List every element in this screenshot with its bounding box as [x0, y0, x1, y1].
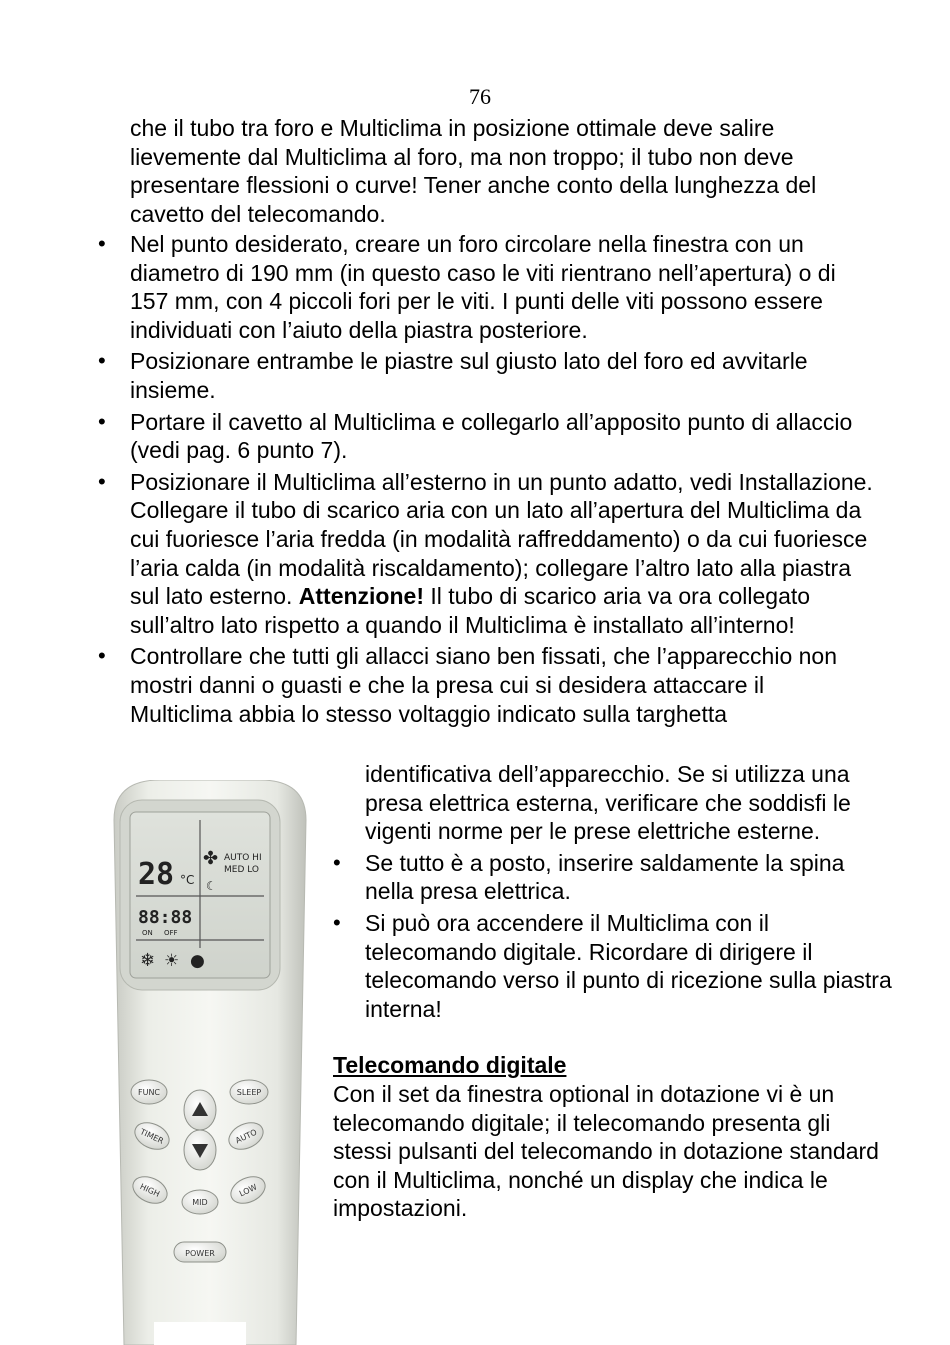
- list-item: • Posizionare entrambe le piastre sul giusto lato del foro ed avvitarle insieme.: [130, 347, 880, 404]
- lcd-off-label: OFF: [164, 929, 178, 937]
- moon-icon: ☾: [206, 879, 217, 893]
- list-item-text: Posizionare il Multiclima all’esterno in un punto adatto, vedi Installazione. Collegare il tubo di scarico aria con un lato all’apertura del Multiclima da cui fuoriesce l’aria fredda (in modalità raffreddamento) o da cui fuoriesce l’aria calda (in modalità riscaldamento); collegare l’altro lato alla piastra sul lato esterno.: [130, 468, 873, 610]
- instruction-list-2: [333, 849, 893, 1024]
- mid-button[interactable]: [182, 1190, 218, 1214]
- lcd-fan-auto-hi: AUTO HI: [224, 853, 262, 863]
- lcd-unit: °C: [180, 873, 195, 887]
- dry-mode-icon: ●: [190, 951, 205, 971]
- list-item: • Se tutto è a posto, inserire saldamente la spina nella presa elettrica.: [365, 849, 893, 906]
- right-column: [333, 760, 893, 1223]
- list-item-text: Controllare che tutti gli allacci siano ben fissati, che l’apparecchio non mostri danni o guasti e che la presa cui si desidera attaccare il: [130, 643, 838, 698]
- svg-text:AUTO: AUTO: [234, 1127, 259, 1146]
- lcd-fan-med-lo: MED LO: [224, 865, 260, 875]
- list-item: • Nel punto desiderato, creare un foro circolare nella finestra con un diametro di 190 mm (in questo caso le viti rientrano nell’apertura) o di 157 mm, con 4 piccoli fori per le viti. I punti delle viti possono essere individuati con l’aiuto della piastra posteriore.: [130, 230, 880, 344]
- page-number: 76: [469, 84, 491, 109]
- warning-label: Attenzione!: [298, 583, 424, 610]
- list-item: [130, 468, 880, 640]
- svg-text:LOW: LOW: [237, 1182, 259, 1199]
- instruction-list: [130, 230, 880, 731]
- cool-mode-icon: ❄: [140, 950, 156, 971]
- temperature-up-button[interactable]: [184, 1090, 216, 1130]
- sleep-button[interactable]: [230, 1080, 268, 1104]
- intro-paragraph: che il tubo tra foro e Multiclima in posizione ottimale deve salire lievemente dal Multiclima al foro, ma non troppo; il tubo non deve presentare flessioni o curve! Tener anche conto della lunghezza del cavetto del telecomando.: [130, 115, 817, 227]
- list-item: [130, 642, 880, 728]
- svg-text:MID: MID: [192, 1198, 208, 1207]
- list-item-last-line: Multiclima abbia lo stesso voltaggio indicato sulla targhetta: [130, 700, 728, 727]
- warning-text: Il tubo di scarico aria va ora collegato sull’altro lato rispetto a quando il Multiclima è installato all’interno!: [130, 583, 811, 638]
- lcd-temperature: 28: [138, 857, 175, 892]
- power-button[interactable]: [174, 1242, 226, 1262]
- svg-text:POWER: POWER: [185, 1249, 215, 1258]
- lcd-on-label: ON: [142, 929, 153, 937]
- remote-control-image: [100, 780, 320, 1345]
- heat-mode-icon: ☀: [164, 951, 180, 971]
- svg-text:SLEEP: SLEEP: [236, 1088, 262, 1097]
- list-item: • Si può ora accendere il Multiclima con il telecomando digitale. Ricordare di dirigere il telecomando verso il punto di ricezione sulla piastra interna!: [365, 909, 893, 1023]
- temperature-down-button[interactable]: [184, 1130, 216, 1170]
- fan-icon: ✤: [203, 848, 219, 869]
- svg-text:HIGH: HIGH: [138, 1182, 162, 1199]
- svg-text:TIMER: TIMER: [138, 1127, 165, 1146]
- section-heading: Telecomando digitale: [333, 1052, 567, 1079]
- svg-text:FUNC: FUNC: [137, 1088, 161, 1097]
- continuation-text: identificativa dell’apparecchio. Se si utilizza una presa elettrica esterna, verificare che soddisfi le vigenti norme per le prese elettriche esterne.: [365, 761, 851, 845]
- lcd-timer: 88:88: [138, 907, 193, 928]
- func-button[interactable]: [131, 1080, 167, 1104]
- list-item: • Portare il cavetto al Multiclima e collegarlo all’apposito punto di allaccio (vedi pag. 6 punto 7).: [130, 408, 880, 465]
- section-paragraph: Con il set da finestra optional in dotazione vi è un telecomando digitale; il telecomando presenta gli stessi pulsanti del telecomando in dotazione standard con il Multiclima, nonché un display che indica le impostazioni.: [333, 1080, 879, 1222]
